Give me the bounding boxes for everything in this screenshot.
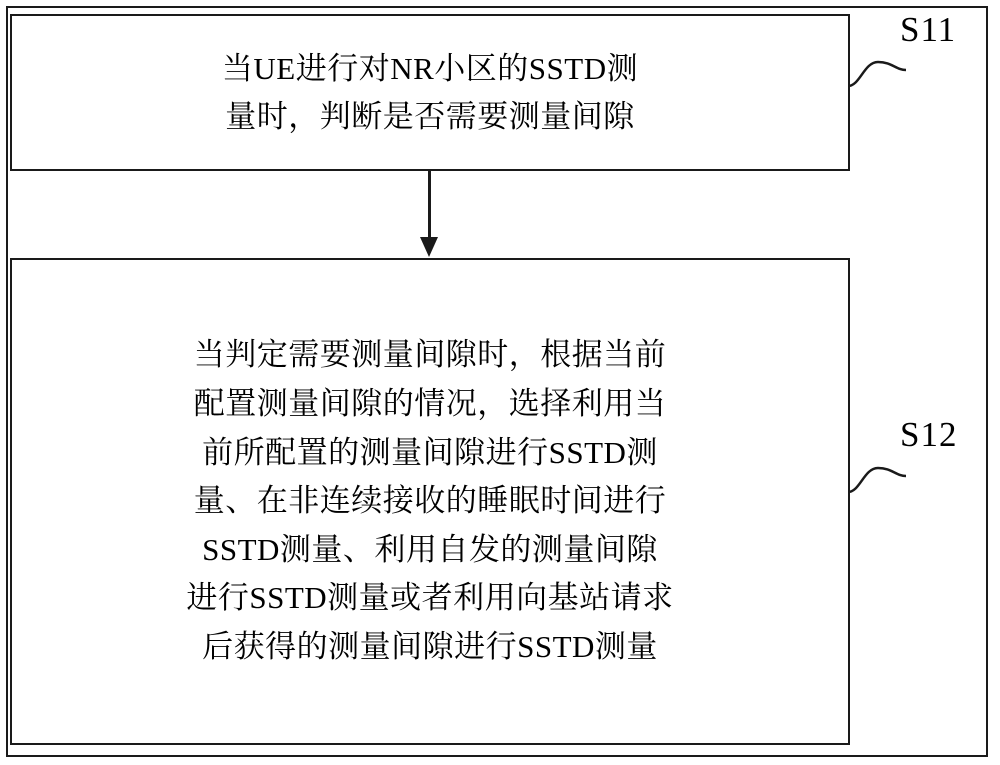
step-box-s11-text: 当UE进行对NR小区的SSTD测 量时，判断是否需要测量间隙 xyxy=(221,51,639,134)
leader-line-s12 xyxy=(846,462,908,496)
step-box-s11 xyxy=(10,14,850,171)
arrow-down-icon xyxy=(418,171,442,259)
leader-line-s11 xyxy=(846,56,908,90)
arrow-shaft xyxy=(428,171,431,241)
step-box-s12 xyxy=(10,258,850,745)
step-box-s12-text: 当判定需要测量间隙时，根据当前 配置测量间隙的情况，选择利用当 前所配置的测量间隙进行SSTD测 量、在非连续接收的睡眠时间进行 SSTD测量、利用自发的测量间隙 进行SSTD测量或者利用向基站请求 后获得的测量间隙进行SSTD测量 xyxy=(186,337,674,665)
step-label-s11: S11 xyxy=(900,10,957,49)
step-label-s12: S12 xyxy=(900,415,958,454)
arrow-head xyxy=(420,237,438,257)
